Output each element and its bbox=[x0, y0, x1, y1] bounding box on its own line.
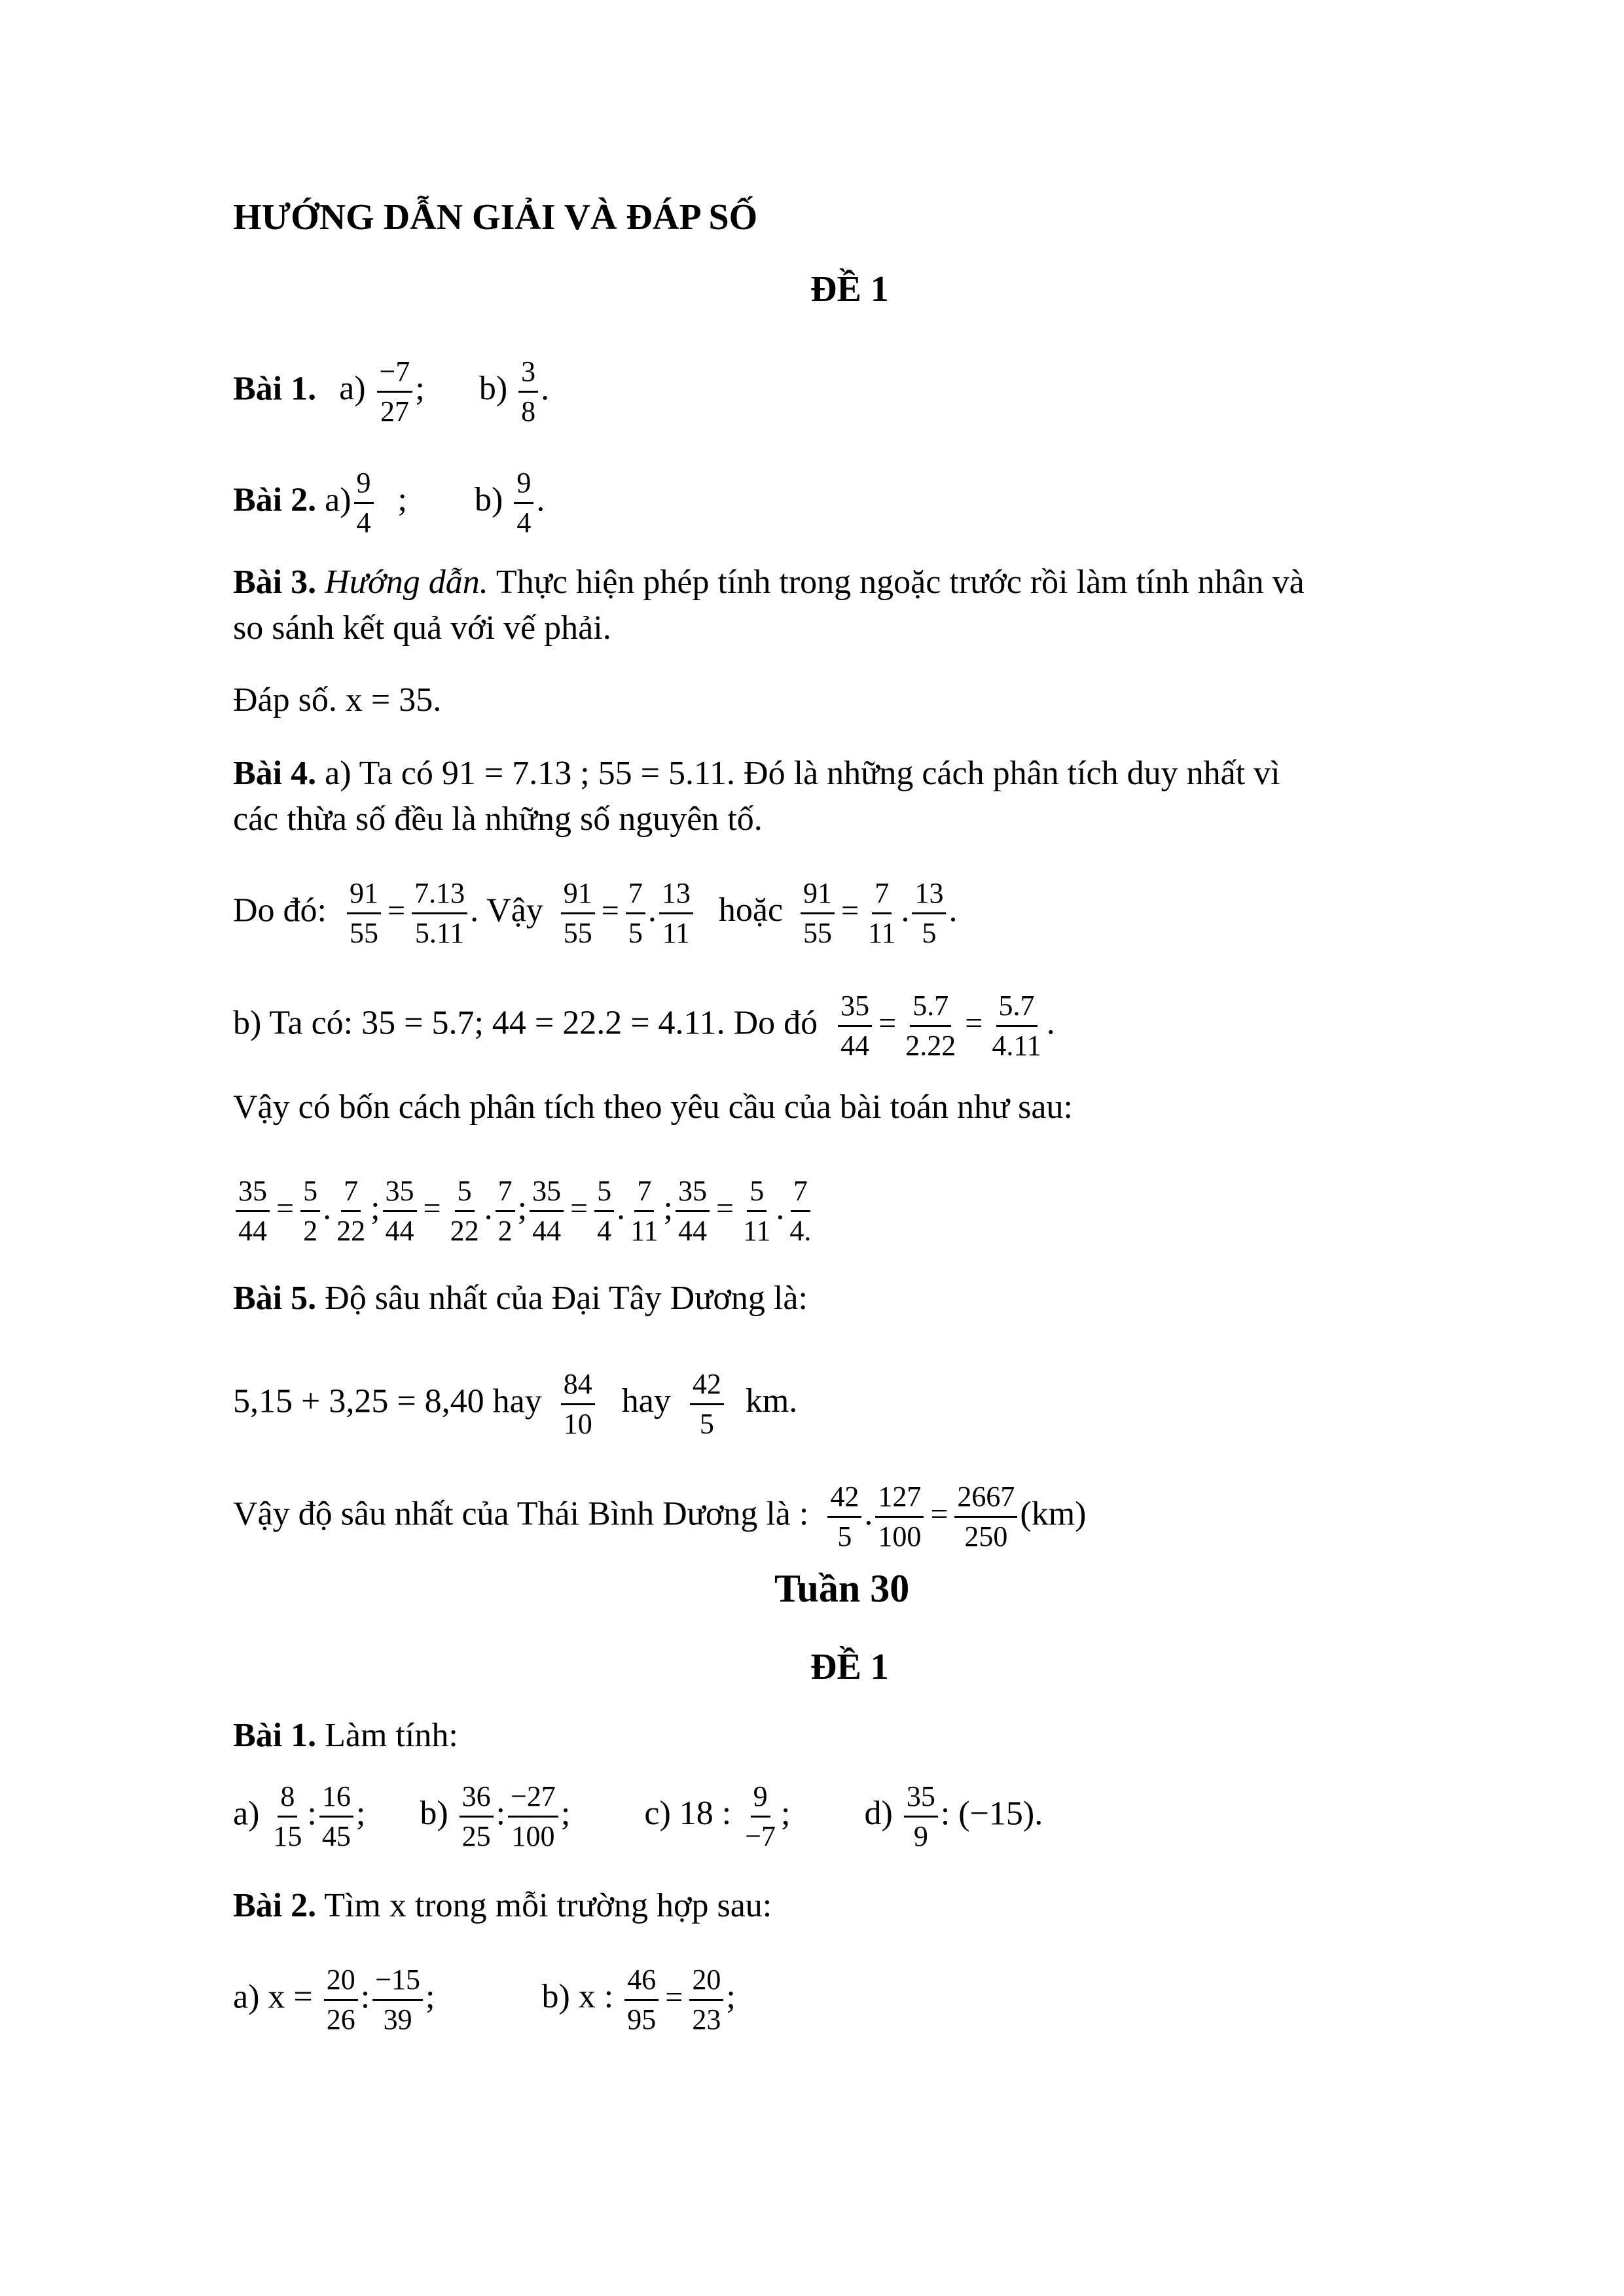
denominator: 5 bbox=[628, 917, 643, 949]
denominator: 55 bbox=[350, 917, 378, 949]
denominator: 5 bbox=[837, 1520, 852, 1552]
section-heading: ĐỀ 1 bbox=[810, 1647, 889, 1687]
math-symbol: b) x : bbox=[541, 1978, 614, 2016]
math-symbol: : bbox=[496, 1795, 506, 1833]
exercise-3-line-2: so sánh kết quả với vế phải. bbox=[233, 609, 611, 647]
denominator: 95 bbox=[627, 2003, 657, 2036]
fraction bbox=[827, 1480, 861, 1553]
math-symbol: ; bbox=[397, 481, 407, 519]
exercise-4-equation-2 bbox=[233, 990, 1055, 1062]
numerator: 9 bbox=[354, 467, 374, 504]
numerator: 13 bbox=[912, 877, 946, 914]
exercise-label: Bài 2. bbox=[233, 1887, 317, 1924]
math-symbol: . bbox=[536, 481, 545, 519]
fraction bbox=[319, 1780, 353, 1853]
numerator: 35 bbox=[838, 990, 872, 1027]
exercise-5-equation-2 bbox=[233, 1480, 1087, 1553]
numerator: 35 bbox=[904, 1780, 938, 1818]
numerator: 5 bbox=[594, 1175, 614, 1212]
week-exercise-1-parts bbox=[233, 1780, 1043, 1853]
denominator: 4 bbox=[516, 507, 532, 539]
exercise-2-answer bbox=[233, 467, 545, 539]
fraction bbox=[838, 990, 872, 1062]
denominator: 39 bbox=[383, 2003, 412, 2036]
fraction bbox=[508, 1780, 558, 1853]
week-exercise-2-prompt bbox=[233, 1885, 772, 1927]
fraction bbox=[690, 1368, 724, 1441]
math-symbol: . bbox=[948, 891, 958, 929]
exercise-5-equation-1 bbox=[233, 1368, 797, 1441]
denominator: 9 bbox=[913, 1820, 928, 1852]
math-symbol: (km) bbox=[1020, 1495, 1087, 1533]
week-exercise-1-prompt bbox=[233, 1715, 458, 1757]
numerator: 5.7 bbox=[910, 990, 951, 1027]
exercise-label: Bài 2. bbox=[233, 481, 317, 519]
math-symbol: : (−15). bbox=[940, 1795, 1043, 1833]
denominator: 25 bbox=[461, 1820, 491, 1852]
fraction bbox=[561, 877, 595, 950]
fraction bbox=[689, 1964, 723, 2036]
fraction bbox=[904, 1780, 938, 1853]
section-heading: ĐỀ 1 bbox=[810, 269, 889, 310]
exercise-4-line-2: các thừa số đều là những số nguyên tố. bbox=[233, 800, 763, 838]
numerator: 9 bbox=[514, 467, 533, 504]
math-symbol: c) 18 : bbox=[644, 1795, 732, 1833]
fraction bbox=[676, 1175, 710, 1247]
denominator: 11 bbox=[630, 1215, 659, 1247]
math-symbol: ; bbox=[560, 1795, 571, 1833]
numerator: 7 bbox=[626, 877, 645, 914]
denominator: 100 bbox=[878, 1520, 922, 1552]
denominator: 22 bbox=[450, 1215, 479, 1247]
fraction bbox=[594, 1175, 614, 1247]
numerator: 91 bbox=[561, 877, 595, 914]
numerator: −27 bbox=[508, 1780, 558, 1818]
denominator: 15 bbox=[273, 1820, 302, 1852]
numerator: 5 bbox=[300, 1175, 320, 1212]
math-symbol: hoặc bbox=[718, 891, 784, 929]
exercise-label: Bài 1. bbox=[233, 1717, 317, 1754]
denominator: 100 bbox=[511, 1820, 555, 1852]
numerator: 7 bbox=[496, 1175, 515, 1212]
denominator: 250 bbox=[964, 1520, 1008, 1552]
exercise-3-answer: Đáp số. x = 35. bbox=[233, 681, 442, 719]
fraction bbox=[270, 1780, 304, 1853]
math-symbol: ; bbox=[425, 1978, 435, 2016]
math-symbol: km. bbox=[745, 1382, 798, 1420]
equals-sign: = bbox=[965, 1006, 983, 1041]
equals-sign: = bbox=[665, 1980, 683, 2015]
numerator: 5 bbox=[747, 1175, 767, 1212]
equals-sign: = bbox=[276, 1191, 295, 1227]
numerator: 7 bbox=[791, 1175, 810, 1212]
denominator: 22 bbox=[336, 1215, 366, 1247]
math-symbol: ; bbox=[355, 1795, 366, 1833]
math-symbol: d) bbox=[864, 1795, 893, 1833]
denominator: 2 bbox=[497, 1215, 513, 1247]
equals-sign: = bbox=[878, 1006, 897, 1041]
part-label: a) bbox=[325, 481, 352, 519]
math-symbol: ; bbox=[726, 1978, 736, 2016]
math-symbol: . bbox=[776, 1189, 785, 1227]
fraction bbox=[334, 1175, 368, 1247]
math-symbol: . bbox=[541, 370, 550, 408]
numerator: 20 bbox=[689, 1964, 723, 2001]
fraction bbox=[865, 877, 898, 950]
equals-sign: = bbox=[930, 1497, 948, 1532]
fraction bbox=[989, 990, 1043, 1062]
equals-sign: = bbox=[423, 1191, 441, 1227]
equals-sign: = bbox=[601, 893, 619, 929]
math-symbol: Vậy độ sâu nhất của Thái Bình Dương là : bbox=[233, 1495, 809, 1533]
exercise-3-line-1 bbox=[233, 562, 1305, 603]
fraction bbox=[787, 1175, 814, 1247]
denominator: 11 bbox=[662, 917, 691, 949]
numerator: 42 bbox=[827, 1480, 861, 1518]
math-symbol: : bbox=[360, 1978, 370, 2016]
denominator: 44 bbox=[385, 1215, 414, 1247]
exercise-5-line-1 bbox=[233, 1278, 808, 1319]
numerator: 16 bbox=[319, 1780, 353, 1818]
denominator: 4.11 bbox=[992, 1030, 1041, 1062]
fraction bbox=[383, 1175, 417, 1247]
fraction bbox=[354, 467, 374, 539]
part-label: b) bbox=[478, 370, 508, 408]
numerator: 46 bbox=[624, 1964, 659, 2001]
numerator: 8 bbox=[278, 1780, 297, 1818]
denominator: 5 bbox=[922, 917, 937, 949]
denominator: 11 bbox=[868, 917, 896, 949]
denominator: 10 bbox=[563, 1408, 592, 1440]
paragraph-text: Độ sâu nhất của Đại Tây Dương là: bbox=[325, 1280, 808, 1317]
math-symbol: ; bbox=[517, 1189, 528, 1227]
numerator: 13 bbox=[659, 877, 693, 914]
numerator: 127 bbox=[875, 1480, 924, 1518]
numerator: 36 bbox=[460, 1780, 494, 1818]
numerator: 7 bbox=[872, 877, 892, 914]
paragraph-text: Thực hiện phép tính trong ngoặc trước rồi làm tính nhân và bbox=[496, 564, 1305, 601]
numerator: 91 bbox=[347, 877, 381, 914]
fraction bbox=[377, 355, 413, 428]
math-symbol: ; bbox=[663, 1189, 673, 1227]
numerator: 5.7 bbox=[996, 990, 1038, 1027]
numerator: 2667 bbox=[954, 1480, 1017, 1518]
fraction bbox=[875, 1480, 924, 1553]
denominator: 4 bbox=[356, 507, 371, 539]
denominator: 2 bbox=[303, 1215, 318, 1247]
denominator: 4 bbox=[597, 1215, 612, 1247]
fraction bbox=[561, 1368, 595, 1441]
numerator: 7 bbox=[634, 1175, 654, 1212]
numerator: 35 bbox=[530, 1175, 564, 1212]
numerator: 91 bbox=[801, 877, 835, 914]
fraction bbox=[903, 990, 958, 1062]
fraction bbox=[659, 877, 693, 950]
numerator: 9 bbox=[751, 1780, 770, 1818]
fraction bbox=[954, 1480, 1017, 1553]
numerator: −15 bbox=[372, 1964, 423, 2001]
page-title: HƯỚNG DẪN GIẢI VÀ ĐÁP SỐ bbox=[233, 197, 758, 238]
numerator: 35 bbox=[236, 1175, 270, 1212]
math-symbol: b) Ta có: 35 = 5.7; 44 = 22.2 = 4.11. Do đó bbox=[233, 1004, 818, 1042]
fraction bbox=[300, 1175, 320, 1247]
denominator: 8 bbox=[521, 395, 536, 427]
fraction bbox=[742, 1780, 778, 1853]
fraction bbox=[628, 1175, 660, 1247]
fraction bbox=[236, 1175, 270, 1247]
denominator: 44 bbox=[677, 1215, 707, 1247]
fraction bbox=[514, 467, 533, 539]
math-symbol: . bbox=[864, 1495, 873, 1533]
numerator: −7 bbox=[377, 355, 413, 393]
fraction bbox=[324, 1964, 358, 2036]
fraction bbox=[372, 1964, 423, 2036]
paragraph-text: Làm tính: bbox=[325, 1717, 458, 1754]
exercise-label: Bài 3. bbox=[233, 564, 317, 601]
part-label: b) bbox=[475, 481, 503, 519]
paragraph-text: Tìm x trong mỗi trường hợp sau: bbox=[324, 1887, 772, 1924]
denominator: 44 bbox=[532, 1215, 562, 1247]
fraction bbox=[530, 1175, 564, 1247]
math-symbol: . bbox=[647, 891, 657, 929]
exercise-1-answer bbox=[233, 355, 549, 428]
denominator: 23 bbox=[692, 2003, 721, 2036]
equals-sign: = bbox=[388, 893, 406, 929]
fraction bbox=[912, 877, 946, 950]
math-symbol: . bbox=[484, 1189, 493, 1227]
math-symbol: . bbox=[323, 1189, 332, 1227]
math-symbol: b) bbox=[420, 1795, 448, 1833]
numerator: 7.13 bbox=[412, 877, 467, 914]
fraction bbox=[496, 1175, 515, 1247]
denominator: 5.11 bbox=[414, 917, 465, 949]
denominator: 44 bbox=[840, 1030, 870, 1062]
part-label: a) bbox=[339, 370, 366, 408]
numerator: 35 bbox=[383, 1175, 417, 1212]
exercise-4-equation-3 bbox=[233, 1175, 816, 1247]
numerator: 7 bbox=[341, 1175, 361, 1212]
exercise-label: Bài 1. bbox=[233, 370, 317, 408]
math-symbol: . bbox=[901, 891, 910, 929]
math-symbol: : bbox=[307, 1795, 317, 1833]
math-symbol: a) x = bbox=[233, 1978, 313, 2016]
math-symbol: a) bbox=[233, 1795, 260, 1833]
equals-sign: = bbox=[841, 893, 859, 929]
fraction bbox=[801, 877, 835, 950]
denominator: 4. bbox=[789, 1215, 812, 1247]
numerator: 35 bbox=[676, 1175, 710, 1212]
math-symbol: ; bbox=[415, 370, 425, 408]
equals-sign: = bbox=[570, 1191, 588, 1227]
exercise-4-line-1 bbox=[233, 753, 1280, 795]
math-symbol: Do đó: bbox=[233, 891, 327, 929]
exercise-label: Bài 5. bbox=[233, 1280, 317, 1317]
exercise-label: Bài 4. bbox=[233, 755, 317, 792]
fraction bbox=[460, 1780, 494, 1853]
denominator: 45 bbox=[321, 1820, 351, 1852]
numerator: 20 bbox=[324, 1964, 358, 2001]
exercise-4-equation-1 bbox=[233, 877, 957, 950]
denominator: 5 bbox=[699, 1408, 714, 1440]
paragraph-text: a) Ta có 91 = 7.13 ; 55 = 5.11. Đó là những cách phân tích duy nhất vì bbox=[325, 755, 1280, 792]
math-symbol: ; bbox=[370, 1189, 380, 1227]
denominator: 2.22 bbox=[905, 1030, 956, 1062]
math-symbol: 5,15 + 3,25 = 8,40 hay bbox=[233, 1382, 542, 1420]
denominator: 26 bbox=[326, 2003, 355, 2036]
equals-sign: = bbox=[715, 1191, 734, 1227]
fraction bbox=[347, 877, 381, 950]
exercise-4-line-3: Vậy có bốn cách phân tích theo yêu cầu của bài toán như sau: bbox=[233, 1088, 1073, 1126]
denominator: 11 bbox=[743, 1215, 771, 1247]
fraction bbox=[626, 877, 645, 950]
fraction bbox=[412, 877, 467, 950]
denominator: 55 bbox=[803, 917, 833, 949]
week-heading: Tuần 30 bbox=[774, 1567, 910, 1610]
denominator: 27 bbox=[380, 395, 409, 427]
numerator: 5 bbox=[455, 1175, 475, 1212]
denominator: 55 bbox=[563, 917, 592, 949]
math-symbol: . bbox=[617, 1189, 626, 1227]
math-symbol: . bbox=[1046, 1004, 1055, 1042]
numerator: 42 bbox=[690, 1368, 724, 1405]
denominator: 44 bbox=[238, 1215, 267, 1247]
fraction bbox=[448, 1175, 482, 1247]
fraction bbox=[740, 1175, 773, 1247]
fraction bbox=[624, 1964, 659, 2036]
hint-label: Hướng dẫn. bbox=[325, 564, 488, 601]
math-symbol: . Vậy bbox=[470, 891, 543, 929]
week-exercise-2-parts bbox=[233, 1964, 736, 2036]
math-symbol: ; bbox=[781, 1795, 791, 1833]
numerator: 84 bbox=[561, 1368, 595, 1405]
math-symbol: hay bbox=[621, 1382, 671, 1420]
numerator: 3 bbox=[518, 355, 538, 393]
fraction bbox=[518, 355, 538, 428]
denominator: −7 bbox=[745, 1820, 776, 1852]
